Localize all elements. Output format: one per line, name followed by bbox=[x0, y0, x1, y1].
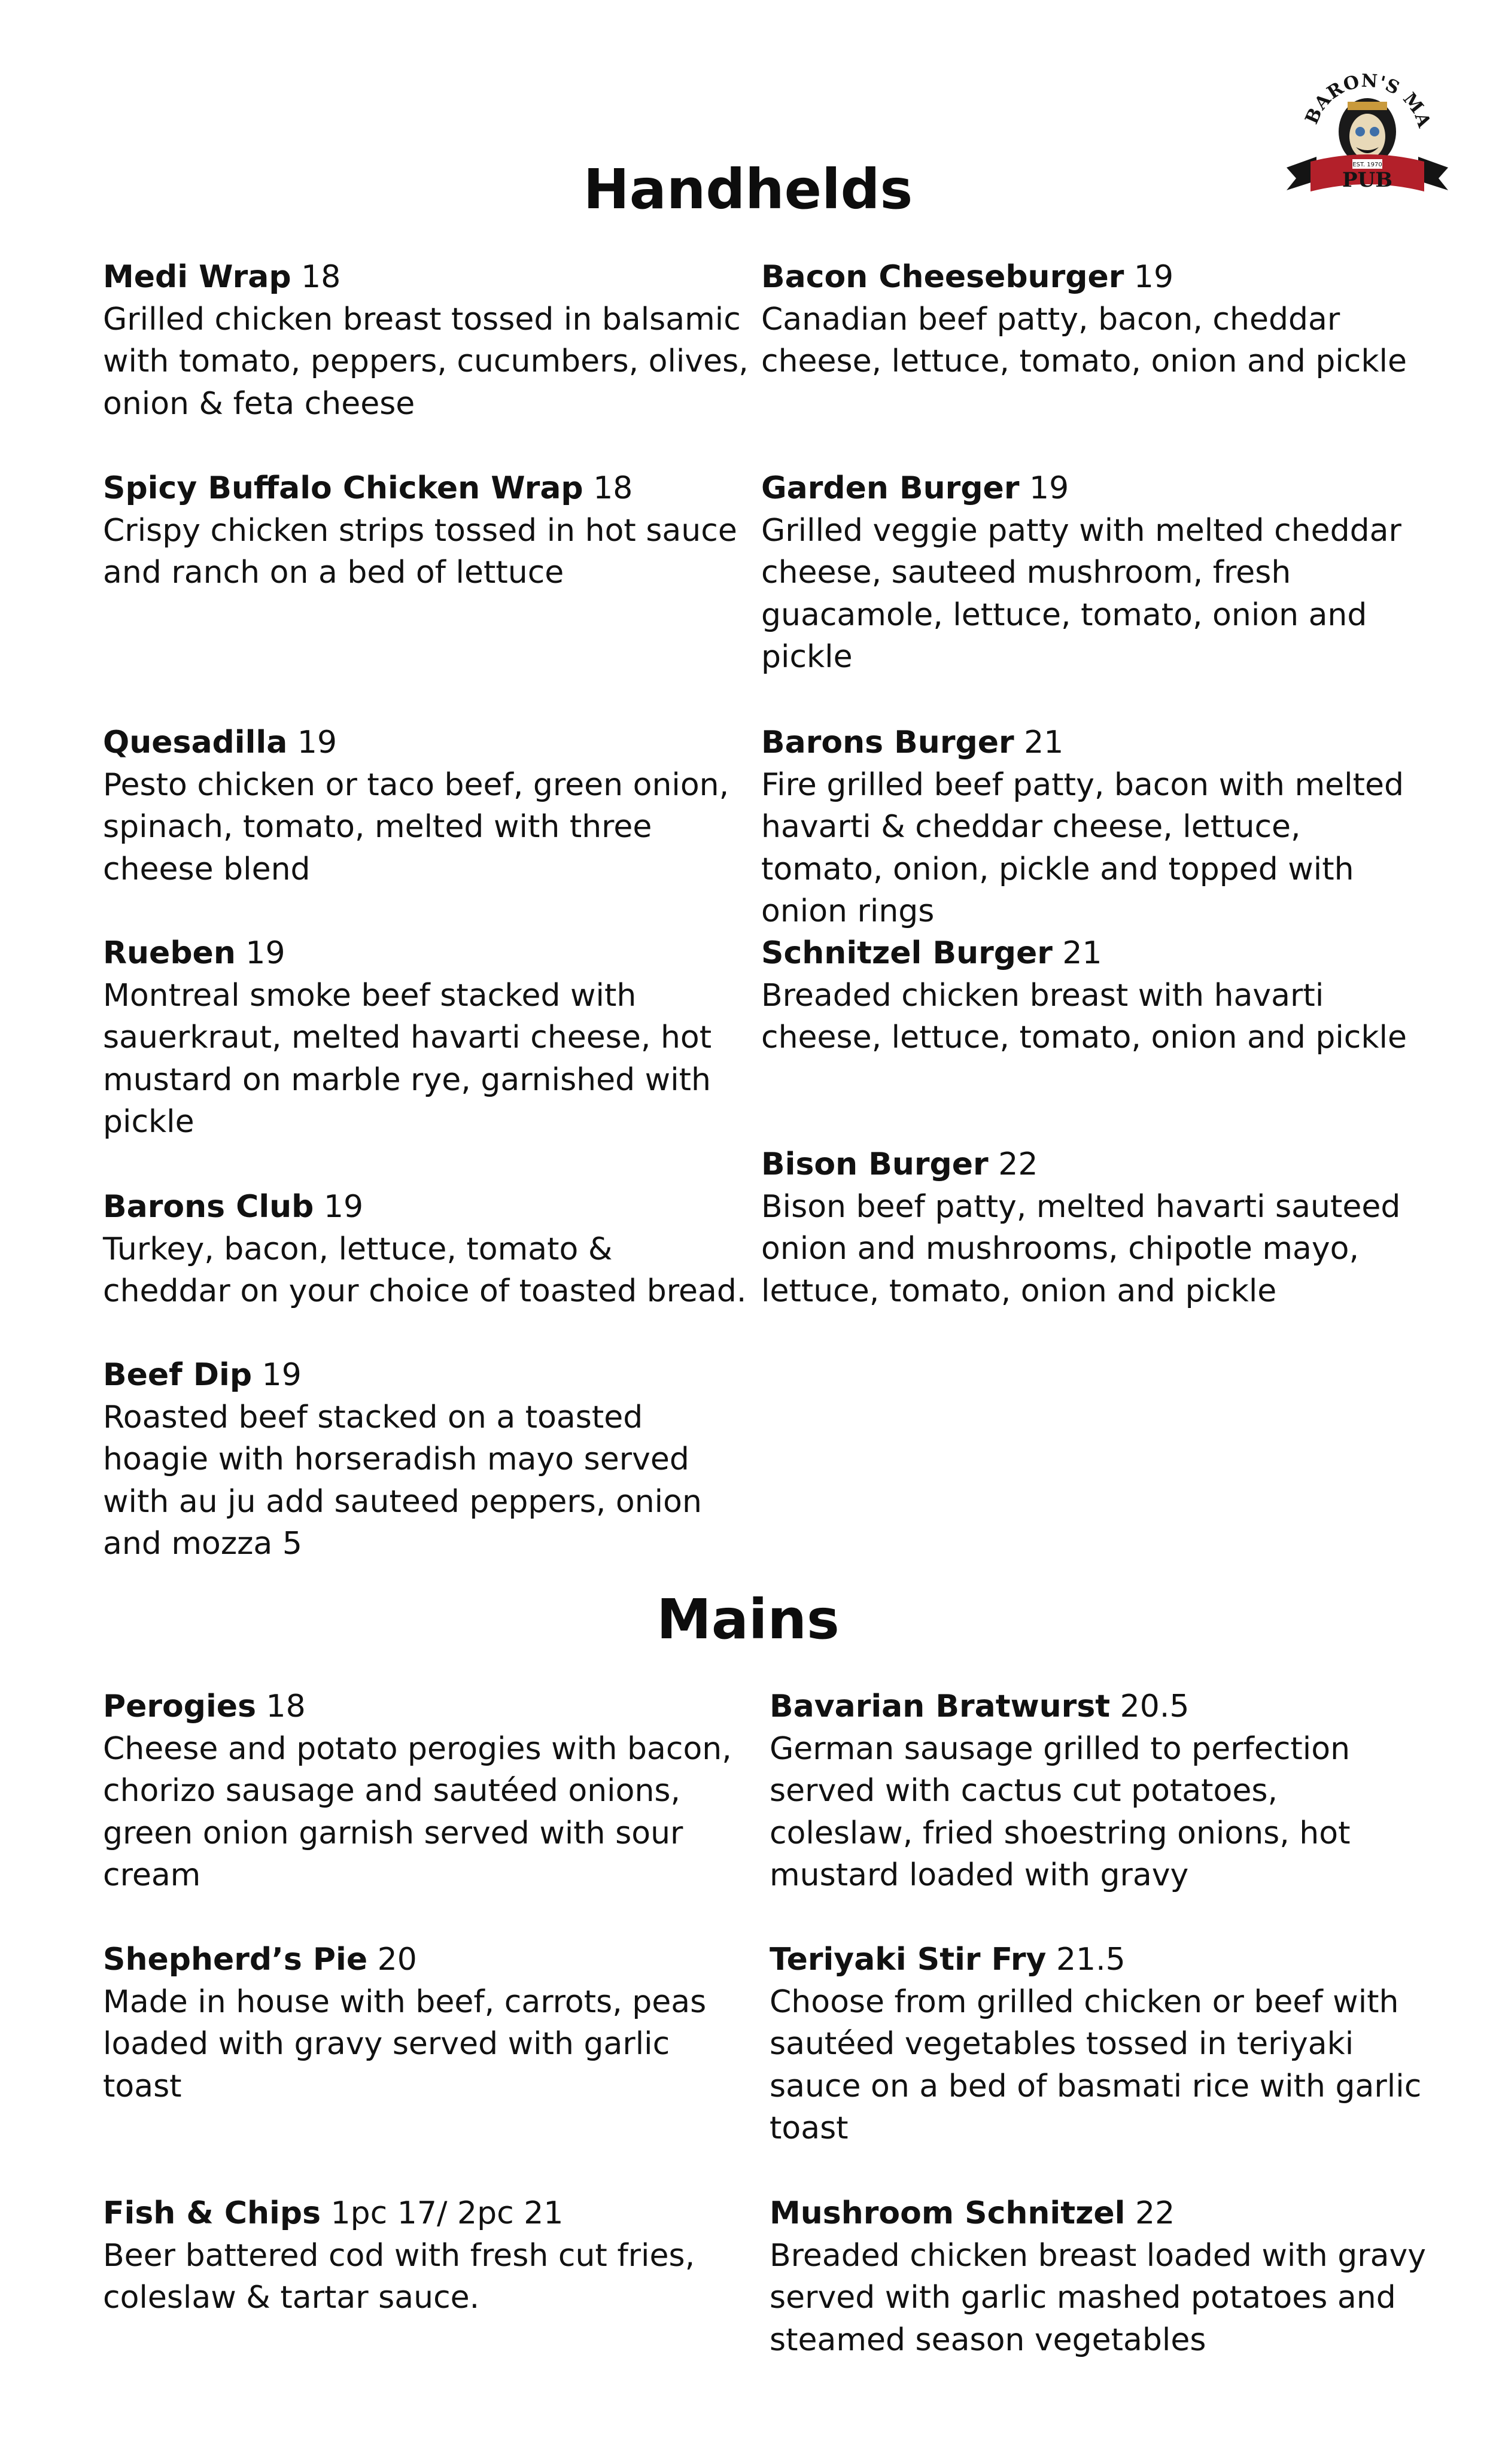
menu-item-garden-burger bbox=[761, 467, 1424, 679]
item-price: 20.5 bbox=[1120, 1689, 1190, 1724]
item-description: Bison beef patty, melted havarti sauteed onion and mushrooms, chipotle mayo, lettuce, tomato, onion and pickle bbox=[761, 1188, 1401, 1309]
item-description: German sausage grilled to perfection served with cactus cut potatoes, coleslaw, fried shoestring onions, hot mustard loaded with gravy bbox=[770, 1730, 1351, 1893]
item-name: Bacon Cheeseburger bbox=[761, 259, 1124, 295]
menu-item-quesadilla bbox=[103, 722, 749, 890]
item-name: Spicy Buffalo Chicken Wrap bbox=[103, 470, 583, 506]
menu-item-bison-burger bbox=[761, 1143, 1424, 1312]
item-name: Perogies bbox=[103, 1689, 257, 1724]
menu-item-shepherds-pie bbox=[103, 1939, 749, 2107]
item-description: Breaded chicken breast loaded with gravy served with garlic mashed potatoes and steamed season vegetables bbox=[770, 2237, 1427, 2358]
item-description: Roasted beef stacked on a toasted hoagie with horseradish mayo served with au ju add sauteed peppers, onion and mozza 5 bbox=[103, 1399, 702, 1562]
item-name: Teriyaki Stir Fry bbox=[770, 1942, 1047, 1978]
item-price: 19 bbox=[245, 935, 285, 971]
menu-item-barons-burger bbox=[761, 722, 1424, 933]
item-name: Quesadilla bbox=[103, 725, 288, 761]
menu-item-spicy-buffalo-chicken-wrap bbox=[103, 467, 749, 594]
menu-item-perogies bbox=[103, 1686, 749, 1897]
item-price: 22 bbox=[1135, 2195, 1175, 2231]
menu-item-medi-wrap bbox=[103, 256, 749, 425]
item-name: Medi Wrap bbox=[103, 259, 291, 295]
item-description: Canadian beef patty, bacon, cheddar cheese, lettuce, tomato, onion and pickle bbox=[761, 301, 1407, 379]
item-price: 19 bbox=[323, 1189, 364, 1225]
item-name: Barons Club bbox=[103, 1189, 314, 1225]
menu-item-fish-and-chips bbox=[103, 2192, 749, 2319]
item-price: 18 bbox=[593, 470, 633, 506]
item-price: 21 bbox=[1024, 725, 1064, 761]
item-price: 20 bbox=[377, 1942, 417, 1978]
menu-item-bacon-cheeseburger bbox=[761, 256, 1424, 383]
item-name: Barons Burger bbox=[761, 725, 1014, 761]
item-price: 1pc 17/ 2pc 21 bbox=[330, 2195, 564, 2231]
section-title-handhelds: Handhelds bbox=[583, 157, 913, 221]
item-description: Choose from grilled chicken or beef with sautéed vegetables tossed in teriyaki sauce on a bed of basmati rice with garlic toast bbox=[770, 1984, 1422, 2146]
item-name: Shepherd’s Pie bbox=[103, 1942, 368, 1978]
item-name: Fish & Chips bbox=[103, 2195, 321, 2231]
menu-item-teriyaki-stir-fry bbox=[770, 1939, 1428, 2150]
item-name: Bavarian Bratwurst bbox=[770, 1689, 1111, 1724]
item-description: Grilled veggie patty with melted cheddar cheese, sauteed mushroom, fresh guacamole, lettuce, tomato, onion and pickle bbox=[761, 512, 1401, 675]
item-description: Grilled chicken breast tossed in balsamic with tomato, peppers, cucumbers, olives, onion & feta cheese bbox=[103, 301, 749, 422]
svg-text:THE BARON'S MANOR: BARON'S MA bbox=[1301, 70, 1435, 131]
item-description: Breaded chicken breast with havarti cheese, lettuce, tomato, onion and pickle bbox=[761, 977, 1407, 1055]
item-description: Made in house with beef, carrots, peas loaded with gravy served with garlic toast bbox=[103, 1984, 707, 2104]
menu-item-beef-dip bbox=[103, 1354, 749, 1565]
item-price: 22 bbox=[998, 1146, 1038, 1182]
menu-item-mushroom-schnitzel bbox=[770, 2192, 1428, 2361]
item-price: 18 bbox=[266, 1689, 306, 1724]
item-description: Pesto chicken or taco beef, green onion, spinach, tomato, melted with three cheese blend bbox=[103, 766, 729, 887]
item-description: Cheese and potato perogies with bacon, chorizo sausage and sautéed onions, green onion garnish served with sour cream bbox=[103, 1730, 732, 1893]
item-price: 19 bbox=[1133, 259, 1174, 295]
item-name: Rueben bbox=[103, 935, 236, 971]
menu-item-rueben bbox=[103, 932, 749, 1143]
item-name: Bison Burger bbox=[761, 1146, 989, 1182]
item-description: Crispy chicken strips tossed in hot sauce and ranch on a bed of lettuce bbox=[103, 512, 737, 591]
menu-item-bavarian-bratwurst bbox=[770, 1686, 1428, 1897]
item-price: 19 bbox=[297, 725, 337, 761]
item-name: Beef Dip bbox=[103, 1357, 253, 1393]
item-name: Schnitzel Burger bbox=[761, 935, 1053, 971]
item-description: Beer battered cod with fresh cut fries, coleslaw & tartar sauce. bbox=[103, 2237, 695, 2316]
item-price: 18 bbox=[301, 259, 341, 295]
svg-text:EST. 1970: EST. 1970 bbox=[1352, 162, 1382, 168]
item-description: Montreal smoke beef stacked with sauerkraut, melted havarti cheese, hot mustard on marble rye, garnished with pickle bbox=[103, 977, 712, 1140]
menu-item-barons-club bbox=[103, 1186, 749, 1313]
item-price: 21.5 bbox=[1056, 1942, 1126, 1978]
svg-text:PUB: PUB bbox=[1342, 168, 1392, 192]
item-price: 19 bbox=[1029, 470, 1069, 506]
item-price: 19 bbox=[262, 1357, 302, 1393]
item-description: Fire grilled beef patty, bacon with melted havarti & cheddar cheese, lettuce, tomato, onion, pickle and topped with onion rings bbox=[761, 766, 1404, 929]
item-name: Garden Burger bbox=[761, 470, 1020, 506]
menu-item-schnitzel-burger bbox=[761, 932, 1424, 1059]
section-title-mains: Mains bbox=[656, 1587, 840, 1651]
item-name: Mushroom Schnitzel bbox=[770, 2195, 1126, 2231]
item-price: 21 bbox=[1062, 935, 1102, 971]
item-description: Turkey, bacon, lettuce, tomato & cheddar on your choice of toasted bread. bbox=[103, 1231, 747, 1309]
